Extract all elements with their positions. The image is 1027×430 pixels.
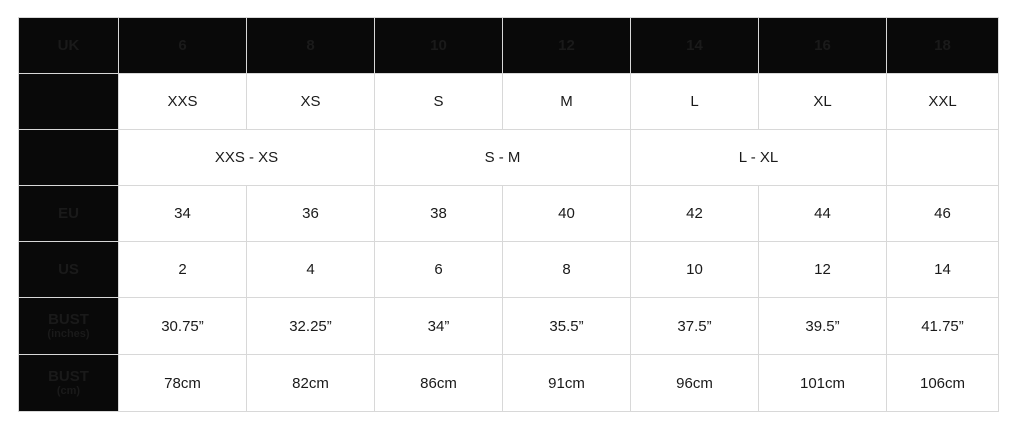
letter-size-xxl: XXL [887,74,999,130]
row-label-bust-cm-main: BUST [48,368,89,386]
eu-size-46: 46 [887,186,999,242]
letter-size-xs: XS [247,74,375,130]
uk-size-18: 18 [887,18,999,74]
uk-size-6: 6 [119,18,247,74]
size-chart-page [0,17,1027,430]
row-label-us-text: US [58,260,79,278]
row-label-eu-text: EU [58,204,79,222]
row-label-eu [19,186,119,242]
us-size-8: 8 [503,242,631,298]
eu-size-44: 44 [759,186,887,242]
eu-size-42: 42 [631,186,759,242]
bust-cm-16: 101cm [759,355,887,412]
bust-inches-6: 30.75” [119,298,247,355]
uk-size-10: 10 [375,18,503,74]
letter-size-xl: XL [759,74,887,130]
row-label-us [19,242,119,298]
letter-range-s-m: S - M [375,130,631,186]
letter-range-xxs-xs: XXS - XS [119,130,375,186]
row-label-letter-range [19,130,119,186]
eu-size-36: 36 [247,186,375,242]
eu-size-34: 34 [119,186,247,242]
row-label-uk [19,18,119,74]
bust-inches-16: 39.5” [759,298,887,355]
bust-inches-14: 37.5” [631,298,759,355]
row-label-bust-cm-sub: (cm) [56,385,81,398]
uk-size-12: 12 [503,18,631,74]
bust-cm-14: 96cm [631,355,759,412]
bust-cm-12: 91cm [503,355,631,412]
us-size-2: 2 [119,242,247,298]
uk-size-14: 14 [631,18,759,74]
us-size-10: 10 [631,242,759,298]
us-size-4: 4 [247,242,375,298]
table-row [19,130,999,186]
row-label-bust-inches-sub: (inches) [47,328,90,341]
uk-size-8: 8 [247,18,375,74]
letter-range-empty [887,130,999,186]
table-row [19,186,999,242]
eu-size-38: 38 [375,186,503,242]
bust-inches-10: 34” [375,298,503,355]
letter-size-s: S [375,74,503,130]
table-row [19,298,999,355]
uk-size-16: 16 [759,18,887,74]
us-size-14: 14 [887,242,999,298]
row-label-letter-size [19,74,119,130]
table-row [19,355,999,412]
row-label-bust-cm [19,355,119,412]
letter-size-l: L [631,74,759,130]
table-row [19,18,999,74]
bust-inches-12: 35.5” [503,298,631,355]
bust-inches-18: 41.75” [887,298,999,355]
row-label-bust-inches-main: BUST [48,311,89,329]
bust-cm-18: 106cm [887,355,999,412]
bust-inches-8: 32.25” [247,298,375,355]
table-row [19,242,999,298]
table-row [19,74,999,130]
letter-size-m: M [503,74,631,130]
row-label-bust-inches [19,298,119,355]
eu-size-40: 40 [503,186,631,242]
bust-cm-8: 82cm [247,355,375,412]
row-label-uk-text: UK [57,36,80,54]
us-size-12: 12 [759,242,887,298]
bust-cm-10: 86cm [375,355,503,412]
size-chart-table [18,17,999,412]
bust-cm-6: 78cm [119,355,247,412]
letter-size-xxs: XXS [119,74,247,130]
letter-range-l-xl: L - XL [631,130,887,186]
us-size-6: 6 [375,242,503,298]
